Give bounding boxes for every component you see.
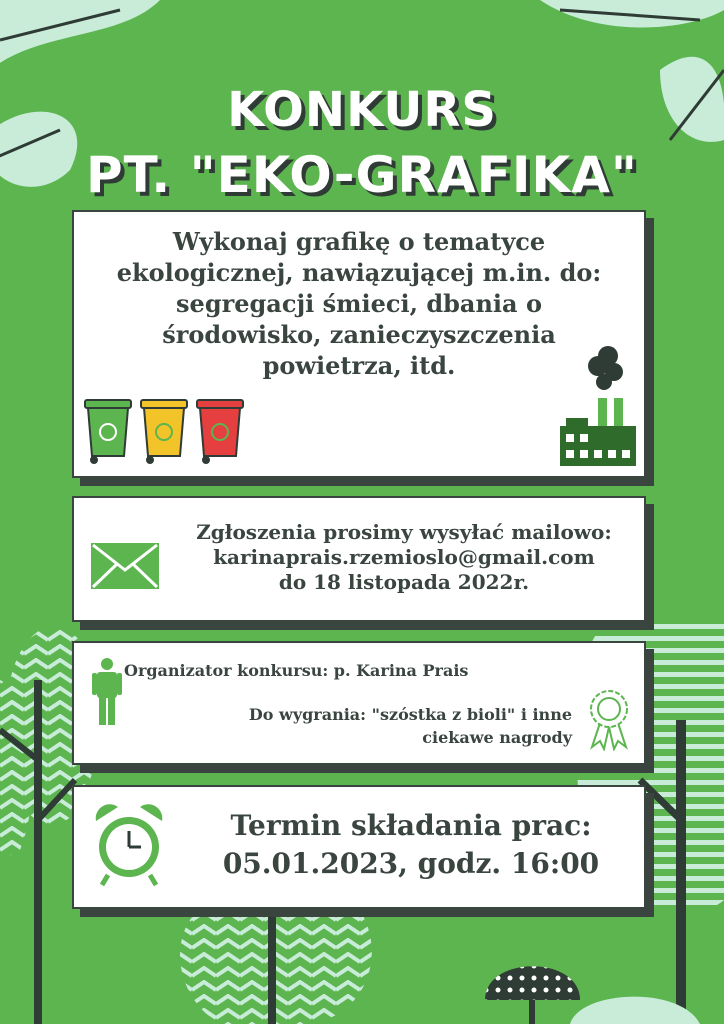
task-line: segregacji śmieci, dbania o: [176, 289, 542, 318]
page-title-line1: KONKURS: [227, 82, 497, 138]
page-title-line2: PT. "EKO-GRAFIKA": [86, 146, 638, 204]
recycle-bin-icon: [82, 392, 252, 467]
alarm-clock-icon: [92, 801, 166, 887]
submission-email[interactable]: karinaprais.rzemioslo@gmail.com: [213, 545, 595, 569]
person-icon: [92, 657, 122, 727]
submission-date: do 18 listopada 2022r.: [278, 570, 530, 594]
envelope-icon: [90, 542, 160, 590]
task-card: [72, 210, 646, 478]
submission-line: Zgłoszenia prosimy wysyłać mailowo:: [196, 520, 612, 544]
deadline-card: [72, 785, 646, 909]
deadline-date: 05.01.2023, godz. 16:00: [222, 847, 600, 880]
deadline-line: Termin składania prac:: [230, 809, 592, 842]
award-ribbon-icon: [586, 689, 632, 751]
task-line: Wykonaj grafikę o tematyce: [172, 227, 546, 256]
tree-icon: [485, 966, 700, 1024]
organizer-text: Organizator konkursu: p. Karina Prais: [124, 661, 469, 680]
factory-icon: [558, 342, 638, 468]
task-line: powietrza, itd.: [262, 351, 456, 380]
prize-text: [249, 703, 572, 749]
task-description: [84, 226, 634, 381]
deadline-text: [186, 807, 636, 883]
task-line: środowisko, zanieczyszczenia: [162, 320, 556, 349]
organizer-card: [72, 641, 646, 765]
submission-text: [174, 520, 634, 595]
task-line: ekologicznej, nawiązującej m.in. do:: [116, 258, 602, 287]
prize-line: ciekawe nagrody: [422, 728, 572, 747]
prize-line: Do wygrania: "szóstka z bioli" i inne: [248, 705, 572, 724]
submission-card: [72, 496, 646, 622]
